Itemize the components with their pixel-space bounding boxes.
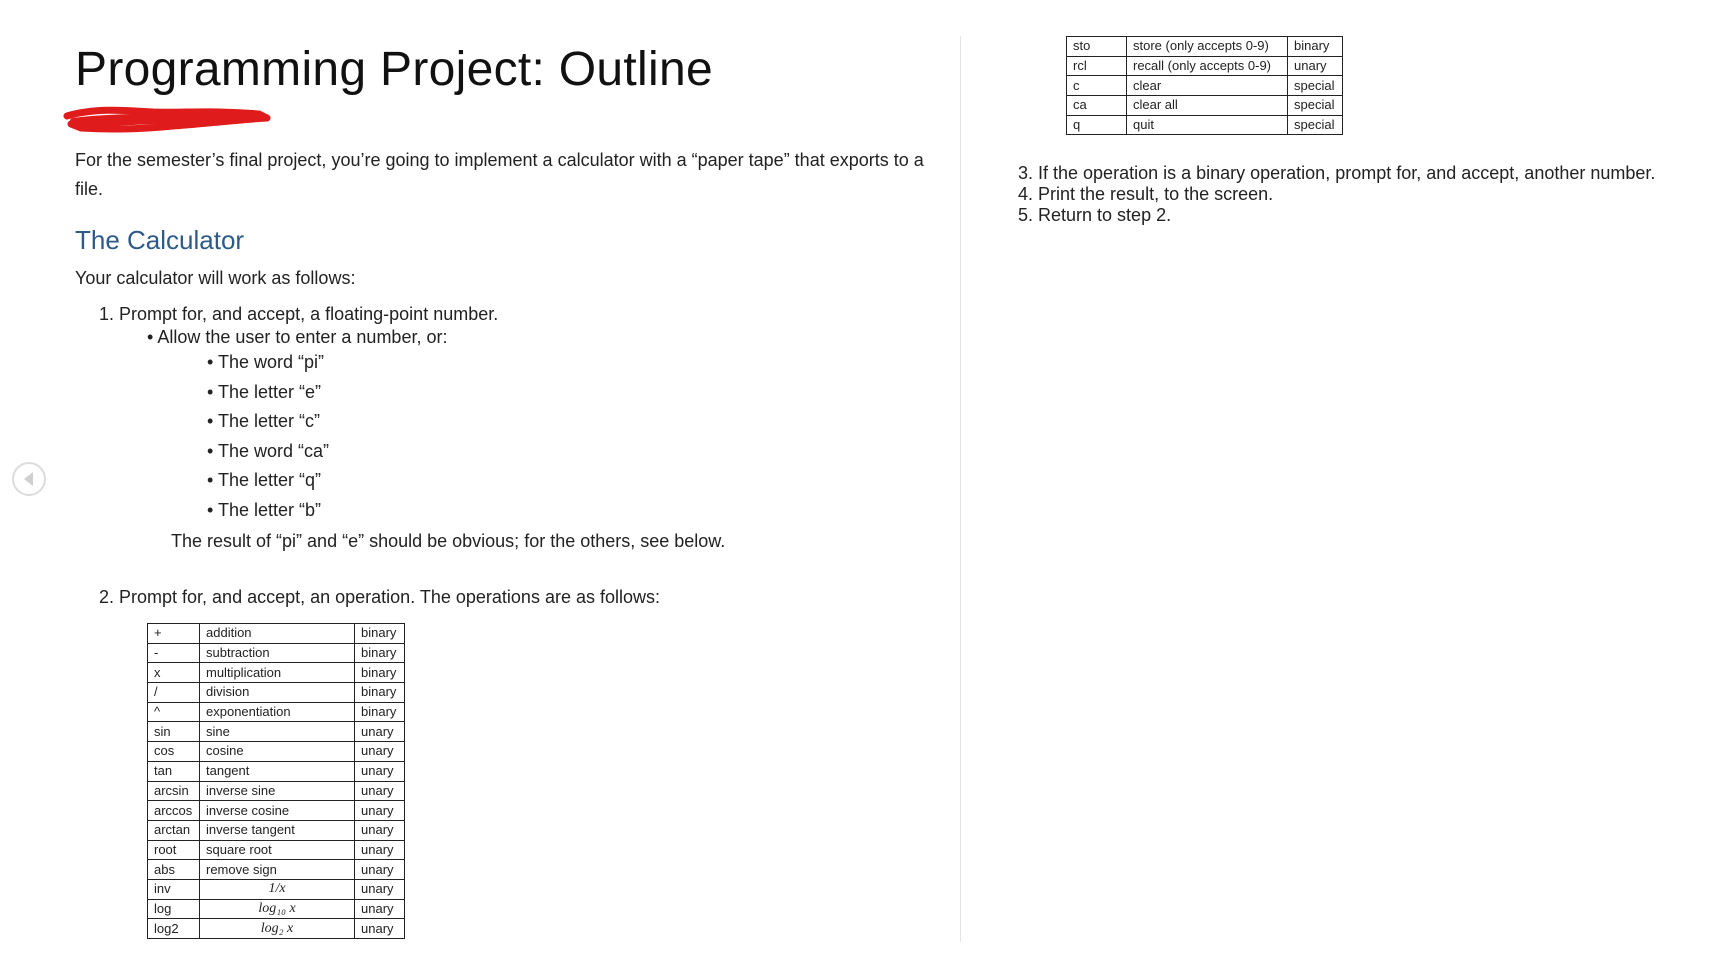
op-name: store (only accepts 0-9): [1127, 37, 1288, 57]
op-name: clear: [1127, 76, 1288, 96]
previous-page-button[interactable]: [12, 462, 46, 496]
op-symbol: +: [148, 624, 200, 644]
op-symbol: rcl: [1067, 56, 1127, 76]
op-name: quit: [1127, 115, 1288, 135]
operations-table: [147, 623, 405, 939]
op-type: unary: [355, 820, 405, 840]
op-type: binary: [1288, 37, 1343, 57]
op-name: log₁₀ x: [200, 899, 355, 919]
op-type: unary: [355, 919, 405, 939]
op-name: subtraction: [200, 643, 355, 663]
op-symbol: ca: [1067, 96, 1127, 116]
table-row: [1067, 56, 1343, 76]
op-symbol: c: [1067, 76, 1127, 96]
table-row: [148, 663, 405, 683]
page-divider: [960, 36, 961, 942]
op-name: clear all: [1127, 96, 1288, 116]
op-symbol: abs: [148, 860, 200, 880]
op-symbol: tan: [148, 761, 200, 781]
op-symbol: /: [148, 683, 200, 703]
op-symbol: ^: [148, 702, 200, 722]
result-note: The result of “pi” and “e” should be obvious; for the others, see below.: [171, 531, 726, 551]
op-symbol: root: [148, 840, 200, 860]
op-name: 1/x: [200, 879, 355, 899]
op-name: cosine: [200, 742, 355, 762]
step-2: 2. Prompt for, and accept, an operation. The operations are as follows:: [99, 587, 660, 607]
op-name: recall (only accepts 0-9): [1127, 56, 1288, 76]
op-symbol: cos: [148, 742, 200, 762]
step-1-sub-text: Allow the user to enter a number, or:: [157, 327, 448, 347]
steps-list-continued: [1018, 163, 1710, 226]
op-symbol: arctan: [148, 820, 200, 840]
op-name: square root: [200, 840, 355, 860]
op-name: division: [200, 683, 355, 703]
step-5: 5. Return to step 2.: [1018, 205, 1172, 226]
redaction-scribble: [63, 104, 273, 134]
op-name: addition: [200, 624, 355, 644]
op-symbol: log: [148, 899, 200, 919]
list-item: • The letter “q”: [207, 470, 322, 490]
table-row: [148, 643, 405, 663]
op-type: unary: [355, 899, 405, 919]
table-row: [148, 820, 405, 840]
steps-list: [75, 304, 915, 611]
op-name: exponentiation: [200, 702, 355, 722]
op-symbol: -: [148, 643, 200, 663]
left-page: [75, 38, 924, 939]
op-symbol: q: [1067, 115, 1127, 135]
table-row: [1067, 115, 1343, 135]
table-row: [148, 781, 405, 801]
right-page: [1010, 36, 1710, 226]
table-row: [148, 840, 405, 860]
step-4: 4. Print the result, to the screen.: [1018, 184, 1274, 205]
op-type: unary: [355, 879, 405, 899]
op-type: unary: [355, 781, 405, 801]
intro-paragraph: For the semester’s final project, you’re going to implement a calculator with a “paper tape” that exports to a file.: [75, 150, 924, 199]
list-item: • The letter “e”: [207, 381, 322, 402]
table-row: [148, 722, 405, 742]
step-3: 3. If the operation is a binary operation, prompt for, and accept, another number.: [1018, 163, 1656, 184]
op-type: binary: [355, 683, 405, 703]
op-type: unary: [355, 801, 405, 821]
table-row: [1067, 96, 1343, 116]
op-type: binary: [355, 624, 405, 644]
operations-table-continued: [1066, 36, 1343, 135]
op-name: log₂ x: [200, 919, 355, 939]
op-type: unary: [355, 722, 405, 742]
table-row: [148, 919, 405, 939]
op-symbol: log2: [148, 919, 200, 939]
option-list: [207, 348, 915, 525]
table-row: [148, 801, 405, 821]
op-type: special: [1288, 96, 1343, 116]
table-row: [148, 879, 405, 899]
op-name: remove sign: [200, 860, 355, 880]
op-type: binary: [355, 663, 405, 683]
table-row: [148, 683, 405, 703]
op-name: inverse cosine: [200, 801, 355, 821]
table-row: [148, 899, 405, 919]
page-title: Programming Project: Outline: [75, 43, 713, 96]
list-item: • The letter “b”: [207, 499, 322, 520]
table-row: [148, 702, 405, 722]
step-1-sub: • Allow the user to enter a number, or:: [147, 327, 448, 347]
op-type: unary: [355, 840, 405, 860]
op-name: inverse sine: [200, 781, 355, 801]
chevron-left-icon: [24, 472, 33, 486]
table-row: [148, 742, 405, 762]
op-symbol: inv: [148, 879, 200, 899]
op-symbol: arcsin: [148, 781, 200, 801]
op-symbol: x: [148, 663, 200, 683]
step-1: 1. Prompt for, and accept, a floating-point number.: [99, 304, 499, 324]
op-type: unary: [355, 761, 405, 781]
op-symbol: sin: [148, 722, 200, 742]
op-type: unary: [1288, 56, 1343, 76]
list-item: • The word “ca”: [207, 440, 330, 461]
section-heading: The Calculator: [75, 225, 245, 255]
table-row: [1067, 76, 1343, 96]
op-type: binary: [355, 702, 405, 722]
op-symbol: arccos: [148, 801, 200, 821]
op-type: unary: [355, 860, 405, 880]
op-name: tangent: [200, 761, 355, 781]
op-symbol: sto: [1067, 37, 1127, 57]
table-row: [1067, 37, 1343, 57]
op-name: multiplication: [200, 663, 355, 683]
list-item: • The letter “c”: [207, 411, 321, 431]
table-row: [148, 761, 405, 781]
op-name: inverse tangent: [200, 820, 355, 840]
op-name: sine: [200, 722, 355, 742]
list-item: • The word “pi”: [207, 352, 325, 372]
table-row: [148, 624, 405, 644]
op-type: special: [1288, 76, 1343, 96]
table-row: [148, 860, 405, 880]
op-type: binary: [355, 643, 405, 663]
section-intro: Your calculator will work as follows:: [75, 268, 356, 288]
op-type: unary: [355, 742, 405, 762]
op-type: special: [1288, 115, 1343, 135]
